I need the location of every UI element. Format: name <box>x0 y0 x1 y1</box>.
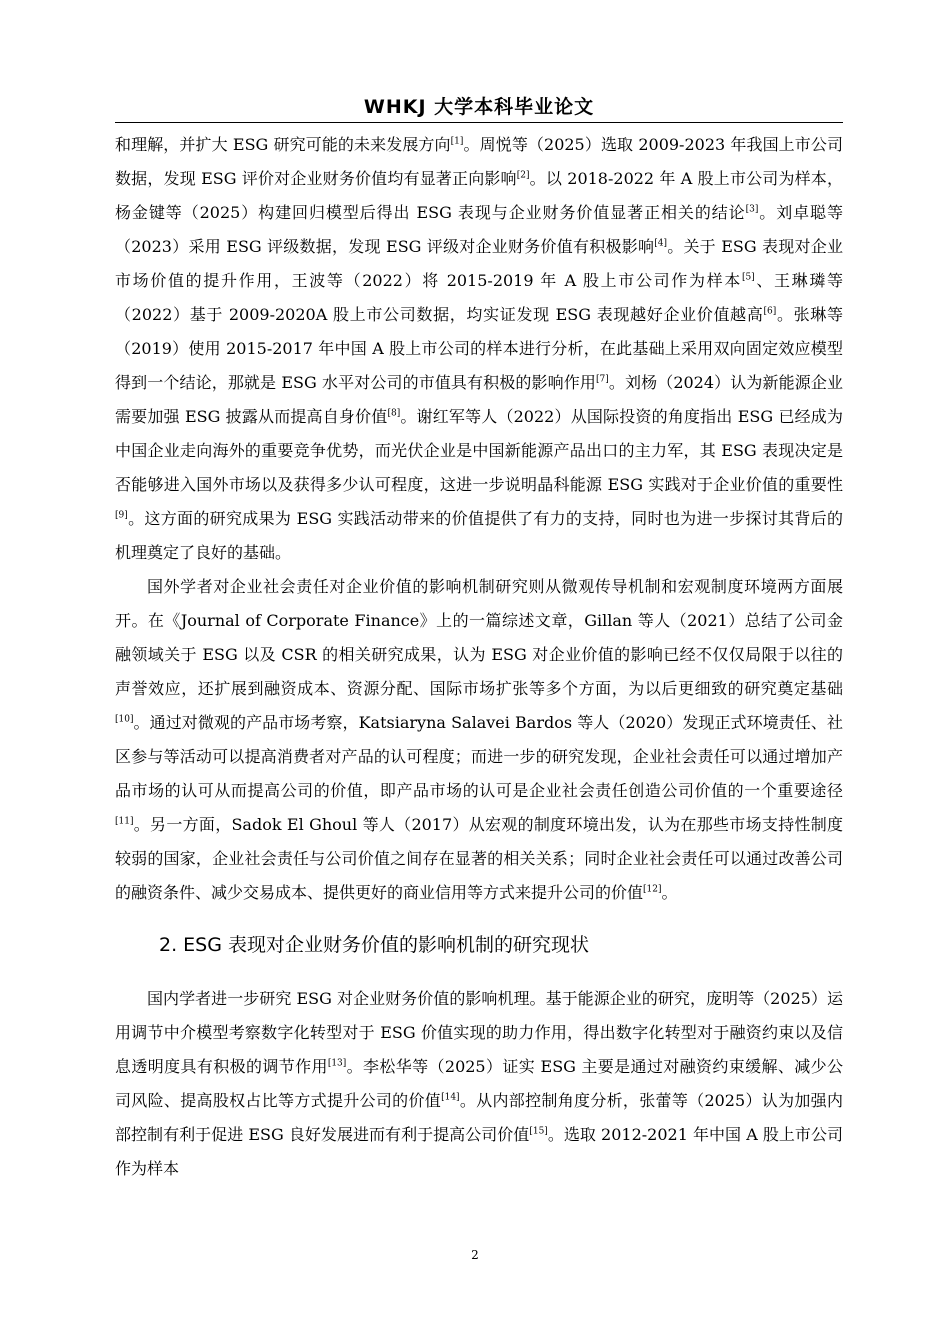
citation-marker: [3] <box>745 204 759 215</box>
section-heading: 2. ESG 表现对企业财务价值的影响机制的研究现状 <box>159 934 589 956</box>
running-header: WHKJ 大学本科毕业论文 <box>363 96 595 118</box>
paragraph-text: 国外学者对企业社会责任对企业价值的影响机制研究则从微观传导机制和宏观制度环境两方面展开。在《Journal of Corporate Finance》上的一篇综述文章，Gillan 等人（2021）总结了公司金融领域关于 ESG 以及 CSR 的相关研究成果，认为 ESG 对企业价值的影响已经不仅仅局限于以往的声誉效应，还扩展到融资成本、资源分配、国际市场扩张等多个方面，为以后更细致的研究奠定基础 <box>115 577 843 698</box>
citation-marker: [5] <box>741 272 755 283</box>
paragraph-text: 。周悦等（2025）选取 2009-2023 年我国上市公司数据，发现 ESG 评价对企业财务价值均有显著正向影响 <box>115 135 843 188</box>
paragraph-text: 国内学者进一步研究 ESG 对企业财务价值的影响机理。基于能源企业的研究，庞明等（2025）运用调节中介模型考察数字化转型对于 ESG 价值实现的助力作用，得出数字化转型对于融资约束以及信息透明度具有积极的调节作用 <box>115 989 843 1076</box>
body-paragraph <box>115 570 843 910</box>
citation-marker: [7] <box>595 374 609 385</box>
citation-marker: [1] <box>450 136 464 147</box>
paragraph-text: 。另一方面，Sadok El Ghoul 等人（2017）从宏观的制度环境出发，认为在那些市场支持性制度较弱的国家，企业社会责任与公司价值之间存在显著的相关关系；同时企业社会责任可以通过改善公司的融资条件、减少交易成本、提供更好的商业信用等方式来提升公司的价值 <box>115 815 843 902</box>
citation-marker: [2] <box>516 170 530 181</box>
paragraph-group <box>115 982 843 1186</box>
paragraph-text: 。谢红军等人（2022）从国际投资的角度指出 ESG 已经成为中国企业走向海外的重要竞争优势，而光伏企业是中国新能源产品出口的主力军，其 ESG 表现决定是否能够进入国外市场以及获得多少认可程度，这进一步说明晶科能源 ESG 实践对于企业价值的重要性 <box>115 407 843 494</box>
paragraph-text: 。选取 2012-2021 年中国 A 股上市公司作为样本 <box>115 1125 843 1178</box>
citation-marker: [11] <box>115 816 134 827</box>
citation-marker: [13] <box>327 1058 347 1069</box>
citation-marker: [8] <box>387 408 401 419</box>
paragraph-text: 。这方面的研究成果为 ESG 实践活动带来的价值提供了有力的支持，同时也为进一步探讨其背后的机理奠定了良好的基础。 <box>115 509 843 562</box>
body-paragraph <box>115 128 843 570</box>
paragraph-group <box>115 128 843 910</box>
paragraph-text: 。关于 ESG 表现对企业市场价值的提升作用，王波等（2022）将 2015-2019 年 A 股上市公司作为样本 <box>115 237 843 290</box>
paragraph-text: 。 <box>661 883 678 902</box>
paragraph-text: 。以 2018-2022 年 A 股上市公司为样本，杨金键等（2025）构建回归模型后得出 ESG 表现与企业财务价值显著正相关的结论 <box>115 169 843 222</box>
paragraph-text: 。刘卓聪等（2023）采用 ESG 评级数据，发现 ESG 评级对企业财务价值有积极影响 <box>115 203 843 256</box>
citation-marker: [4] <box>654 238 667 249</box>
body-paragraph <box>115 982 843 1186</box>
document-body <box>115 128 843 1186</box>
citation-marker: [9] <box>115 510 128 521</box>
paragraph-text: 。刘杨（2024）认为新能源企业需要加强 ESG 披露从而提高自身价值 <box>115 373 843 426</box>
paragraph-text: 和理解，并扩大 ESG 研究可能的未来发展方向 <box>115 135 451 154</box>
paragraph-text: 。张琳等（2019）使用 2015-2017 年中国 A 股上市公司的样本进行分析，在此基础上采用双向固定效应模型得到一个结论，那就是 ESG 水平对公司的市值具有积极的影响作用 <box>115 305 843 392</box>
paragraph-text: 。从内部控制角度分析，张蕾等（2025）认为加强内部控制有利于促进 ESG 良好发展进而有利于提高公司价值 <box>115 1091 843 1144</box>
page-number: 2 <box>471 1248 479 1262</box>
header-rule <box>115 122 843 123</box>
citation-marker: [15] <box>529 1126 548 1137</box>
citation-marker: [6] <box>763 306 777 317</box>
citation-marker: [12] <box>643 884 662 895</box>
paragraph-text: 。李松华等（2025）证实 ESG 主要是通过对融资约束缓解、减少公司风险、提高股权占比等方式提升公司的价值 <box>115 1057 843 1110</box>
citation-marker: [14] <box>441 1092 460 1103</box>
citation-marker: [10] <box>115 714 134 725</box>
paragraph-text: 、王琳璘等（2022）基于 2009-2020A 股上市公司数据，均实证发现 ESG 表现越好企业价值越高 <box>115 271 843 324</box>
paragraph-text: 。通过对微观的产品市场考察，Katsiaryna Salavei Bardos 等人（2020）发现正式环境责任、社区参与等活动可以提高消费者对产品的认可程度；而进一步的研究发现，企业社会责任可以通过增加产品市场的认可从而提高公司的价值，即产品市场的认可是企业社会责任创造公司价值的一个重要途径 <box>115 713 843 800</box>
